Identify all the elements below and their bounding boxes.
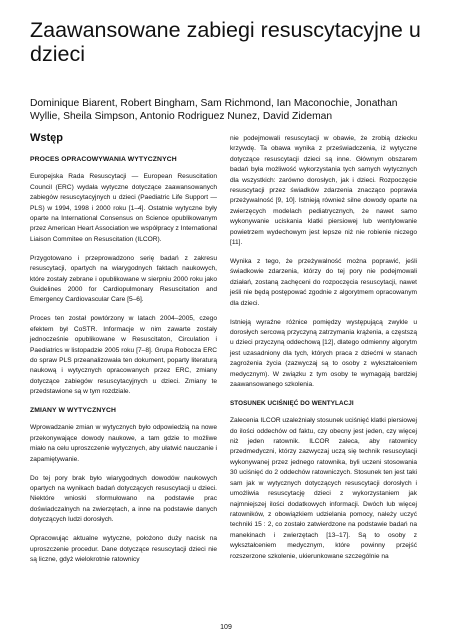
section-heading: Wstęp xyxy=(30,132,63,144)
paragraph: Wynika z tego, że przeżywalność można poprawić, jeśli świadkowie zdarzenia, którzy do tej pory nie podejmowali działań, zostaną zachęceni do rozpoczęcia resuscytacji, nawet jeśli nie będą postępować zgodnie z algorytmem opracowanym dla dzieci. xyxy=(230,257,417,307)
paragraph: Opracowując aktualne wytyczne, położono duży nacisk na uproszczenie procedur. Dane dotyczące resuscytacji dzieci nie są liczne, gdyż wielokrotnie ratownicy xyxy=(30,535,217,563)
page-title: Zaawansowane zabiegi resuscytacyjne u dzieci xyxy=(30,18,421,66)
subheading-ratio: STOSUNEK UCIŚNIĘĆ DO WENTYLACJI xyxy=(230,399,354,407)
left-column xyxy=(30,132,217,574)
page-number: 109 xyxy=(220,624,232,631)
paragraph: Wprowadzanie zmian w wytycznych było odpowiedzią na nowe przekonywające dowody naukowe, a tam gdzie to możliwe miało na celu uproszczenie wytycznych, aby ułatwić nauczanie i zapamiętywanie. xyxy=(30,424,217,463)
paragraph: Zalecenia ILCOR uzależniały stosunek uciśnięć klatki piersiowej do ilości oddechów od faktu, czy obecny jest jeden, czy więcej niż jeden ratownik. ILCOR zaleca, aby ratownicy przedmedyczni, którzy zazwyczaj uczą się technik resuscytacji wykonywanej przez jednego ratownika, byli uczeni stosowania 30 uciśnięć do 2 oddechów ratowniczych. Stosunek ten jest taki sam jak w wytycznych dotyczących resuscytacji dorosłych i umożliwia resuscytację dzieci z wykorzystaniem jak najmniejszej ilości dodatkowych informacji. Dwóch lub więcej ratowników, z obowiązkiem udzielania pomocy, należy uczyć techniki 15 : 2, co zostało zatwierdzone na podstawie badań na manekinach i zwierzętach [13–17]. Są to osoby z wykształceniem medycznym, które powinny przejść rozszerzone szkolenie, ukierunkowane szczególnie na xyxy=(230,417,417,560)
paragraph: Istnieją wyraźne różnice pomiędzy występującą zwykle u dorosłych sercową przyczyną zatrzymania krążenia, a częstszą u dzieci przyczyną oddechową [12], dlatego odmienny algorytm jest uzasadniony dla tych, których praca z dziećmi w stanach zagrożenia życia (zazwyczaj są to osoby z wykształceniem medycznym). W związku z tym osoby te wymagają bardziej zaawansowanego szkolenia. xyxy=(230,318,417,388)
paragraph: nie podejmowali resuscytacji w obawie, że zrobią dziecku krzywdę. Ta obawa wynika z przeświadczenia, iż wytyczne dotyczące resuscytacji dzieci są inne. Głównym obszarem badań była możliwość wykorzystania tych samych wytycznych dla wszystkich: zarówno dorosłych, jak i dzieci. Rozpoczęcie resuscytacji przez świadków zdarzenia znacząco poprawia przeżywalność [9, 10]. Istnieją również silne dowody oparte na zwierzęcych modelach pediatrycznych, że nawet samo wykonywanie uciskania klatki piersiowej lub wentylowanie powietrzem wydechowym jest lepsze niż nie robienie niczego [11]. xyxy=(230,135,417,247)
paragraph: Do tej pory brak było wiarygodnych dowodów naukowych opartych na wynikach badań dotyczących resuscytacji u dzieci. Niektóre wnioski sformułowano na podstawie prac doświadczalnych na zwierzętach, a inne na podstawie danych dotyczących ludzi dorosłych. xyxy=(30,474,217,524)
subheading-changes: ZMIANY W WYTYCZNYCH xyxy=(30,407,116,415)
author-list: Dominique Biarent, Robert Bingham, Sam Richmond, Ian Maconochie, Jonathan Wyllie, Sheila Simpson, Antonio Rodriguez Nunez, David Zideman xyxy=(30,98,398,122)
subheading-process: PROCES OPRACOWYWANIA WYTYCZNYCH xyxy=(30,156,177,163)
right-column xyxy=(230,134,417,570)
paragraph: Proces ten został powtórzony w latach 2004–2005, czego efektem był CoSTR. Informacje w nim zawarte zostały jednocześnie opublikowane w Resuscitaton, Circulation i Paediatrics w listopadzie 2005 roku [7–8]. Grupa Robocza ERC do spraw PLS przeanalizowała ten dokument, poparty literaturą naukową i wytycznych opracowanych przez ERC, zmiany dotyczące zabiegów resuscytacyjnych u dzieci. Zmiany te przedstawione są w tym rozdziale. xyxy=(30,315,217,396)
paragraph: Europejska Rada Resuscytacji — European Resuscitation Council (ERC) wydała wytyczne dotyczące zaawansowanych zabiegów resuscytacyjnych u dzieci (Paediatric Life Support — PLS) w 1994, 1998 i 2000 roku [1–4]. Ostatnie wytyczne były oparte na International Consensus on Science opublikowanym przez American Heart Association we współpracy z International Liaison Commitee on Resuscitation (ILCOR). xyxy=(30,173,217,243)
paragraph: Przygotowano i przeprowadzono serię badań z zakresu resuscytacji, opartych na wiarygodnych faktach naukowych, które zostały zebrane i opublikowane w sierpniu 2000 roku jako Guidelines 2000 for Cardiopulmonary Resuscitation and Emergency Cardiovascular Care [5–6]. xyxy=(30,254,217,304)
